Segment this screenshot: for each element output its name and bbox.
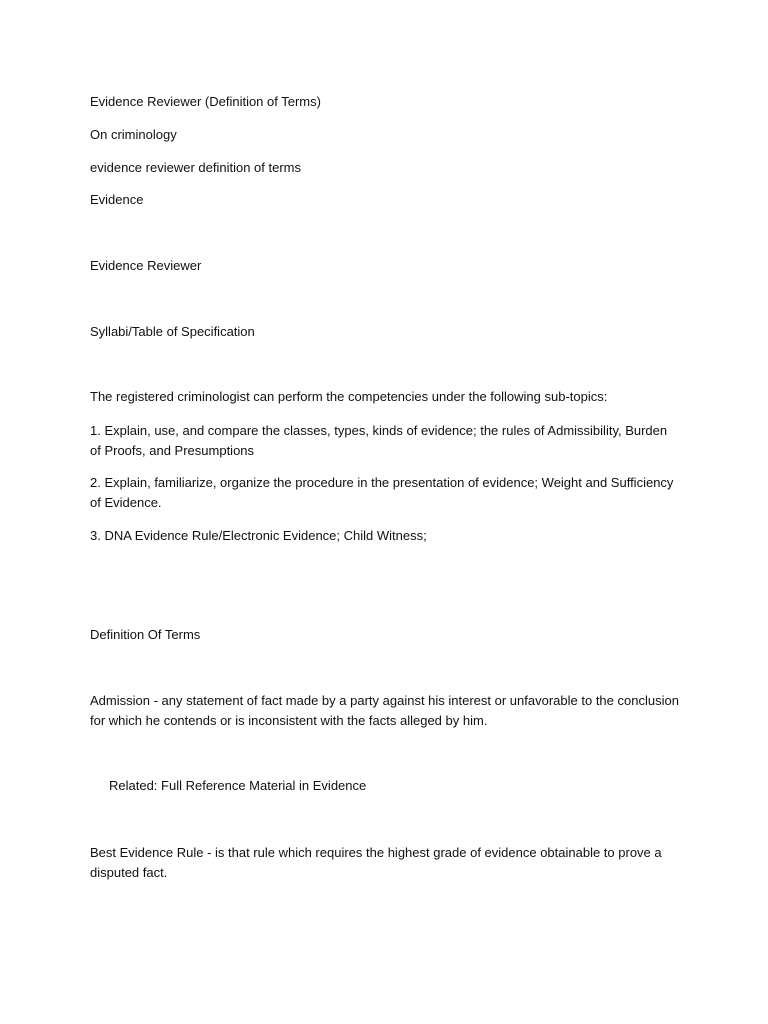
intro-paragraph: The registered criminologist can perform the competencies under the following sub-topics:	[90, 389, 608, 404]
document-title: Evidence Reviewer (Definition of Terms)	[90, 94, 321, 109]
heading-evidence-reviewer: Evidence Reviewer	[90, 258, 202, 273]
document-subtitle: On criminology	[90, 127, 177, 142]
definition-admission: Admission - any statement of fact made by a party against his interest or unfavorable to the conclusion for which he contends or is inconsistent with the facts alleged by him.	[90, 693, 679, 728]
list-item-3: 3. DNA Evidence Rule/Electronic Evidence; Child Witness;	[90, 528, 427, 543]
definition-best-evidence-rule: Best Evidence Rule - is that rule which requires the highest grade of evidence obtainable to prove a disputed fact.	[90, 845, 662, 880]
heading-definition-of-terms: Definition Of Terms	[90, 627, 201, 642]
related-link[interactable]: Related: Full Reference Material in Evidence	[109, 778, 367, 793]
heading-syllabi: Syllabi/Table of Specification	[90, 324, 255, 339]
list-item-1: 1. Explain, use, and compare the classes, types, kinds of evidence; the rules of Admissibility, Burden of Proofs, and Presumptions	[90, 423, 668, 458]
document-category: Evidence	[90, 192, 144, 207]
list-item-2: 2. Explain, familiarize, organize the procedure in the presentation of evidence; Weight and Sufficiency of Evidence.	[90, 475, 674, 510]
document-keywords: evidence reviewer definition of terms	[90, 160, 301, 175]
